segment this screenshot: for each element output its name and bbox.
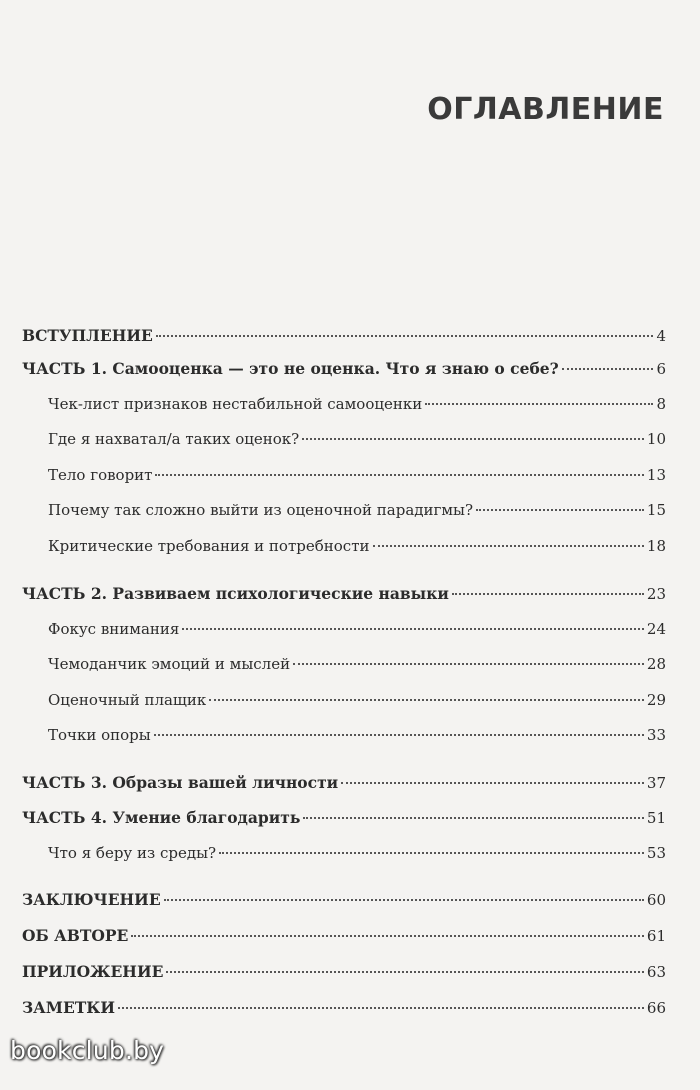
dot-leader xyxy=(209,699,644,701)
toc-entry-page-number: 15 xyxy=(646,501,666,519)
toc-entry xyxy=(22,962,666,982)
toc-entry xyxy=(48,465,666,485)
toc-entry xyxy=(48,690,666,710)
toc-entry-page-number: 28 xyxy=(646,655,666,673)
toc-entry-label: ОБ АВТОРЕ xyxy=(22,926,129,945)
dot-leader xyxy=(156,335,654,337)
toc-entry-label: ПРИЛОЖЕНИЕ xyxy=(22,962,164,981)
toc-entry-page-number: 23 xyxy=(646,585,666,603)
dot-leader xyxy=(164,899,644,901)
dot-leader xyxy=(452,593,644,595)
toc-entry-page-number: 60 xyxy=(646,891,666,909)
toc-entry-label: Чемоданчик эмоций и мыслей xyxy=(48,655,291,673)
toc-entry xyxy=(48,619,666,639)
toc-entry-page-number: 8 xyxy=(656,395,666,413)
dot-leader xyxy=(303,817,644,819)
toc-entry-label: ЧАСТЬ 1. Самооценка — это не оценка. Что я знаю о себе? xyxy=(22,359,559,378)
toc-entry-page-number: 33 xyxy=(646,726,666,744)
toc-entry xyxy=(48,394,666,414)
toc-entry-label: ЗАКЛЮЧЕНИЕ xyxy=(22,890,161,909)
toc-entry-page-number: 10 xyxy=(646,430,666,448)
dot-leader xyxy=(341,782,644,784)
toc-entry xyxy=(48,500,666,520)
toc-entry-label: Критические требования и потребности xyxy=(48,537,370,555)
toc-entry xyxy=(22,773,666,793)
toc-entry-label: Точки опоры xyxy=(48,726,151,744)
dot-leader xyxy=(562,368,654,370)
toc-entry-label: ЗАМЕТКИ xyxy=(22,998,116,1017)
toc-entry xyxy=(22,998,666,1018)
toc-entry-page-number: 61 xyxy=(646,927,666,945)
dot-leader xyxy=(219,852,644,854)
toc-entry-page-number: 4 xyxy=(656,327,666,345)
dot-leader xyxy=(302,438,644,440)
dot-leader xyxy=(155,474,643,476)
toc-entry-page-number: 63 xyxy=(646,963,666,981)
toc-entry-label: ЧАСТЬ 4. Умение благодарить xyxy=(22,808,301,827)
toc-entry-page-number: 18 xyxy=(646,537,666,555)
toc-entry-label: ВСТУПЛЕНИЕ xyxy=(22,326,153,345)
toc-entry-page-number: 6 xyxy=(656,360,666,378)
toc-entry-label: Фокус внимания xyxy=(48,620,180,638)
dot-leader xyxy=(425,403,653,405)
toc-entry-page-number: 51 xyxy=(646,809,666,827)
page-title: ОГЛАВЛЕНИЕ xyxy=(427,92,664,127)
toc-entry-page-number: 66 xyxy=(646,999,666,1017)
dot-leader xyxy=(166,971,644,973)
toc-entry xyxy=(48,843,666,863)
dot-leader xyxy=(131,935,644,937)
dot-leader xyxy=(118,1007,644,1009)
toc-entry xyxy=(22,926,666,946)
toc-entry xyxy=(48,654,666,674)
toc-entry-label: Тело говорит xyxy=(48,466,153,484)
watermark: bookclub.by xyxy=(10,1036,165,1065)
toc-entry xyxy=(48,429,666,449)
toc-entry-page-number: 37 xyxy=(646,774,666,792)
dot-leader xyxy=(476,509,644,511)
toc-entry-label: Где я нахватал/а таких оценок? xyxy=(48,430,300,448)
toc-entry-page-number: 29 xyxy=(646,691,666,709)
toc-entry-label: ЧАСТЬ 3. Образы вашей личности xyxy=(22,773,339,792)
toc-entry xyxy=(48,536,666,556)
toc-entry-page-number: 13 xyxy=(646,466,666,484)
dot-leader xyxy=(154,734,644,736)
toc-entry xyxy=(22,326,666,346)
dot-leader xyxy=(182,628,644,630)
toc-entry-page-number: 24 xyxy=(646,620,666,638)
toc-entry xyxy=(22,890,666,910)
toc-entry xyxy=(22,359,666,379)
toc-entry-label: Чек-лист признаков нестабильной самооценки xyxy=(48,395,423,413)
toc-entry xyxy=(22,808,666,828)
toc-entry-page-number: 53 xyxy=(646,844,666,862)
dot-leader xyxy=(293,663,644,665)
toc-entry-label: Что я беру из среды? xyxy=(48,844,217,862)
toc-entry xyxy=(48,725,666,745)
dot-leader xyxy=(373,545,644,547)
toc-entry-label: ЧАСТЬ 2. Развиваем психологические навыки xyxy=(22,584,449,603)
toc-entry xyxy=(22,584,666,604)
table-of-contents xyxy=(0,310,700,1030)
toc-entry-label: Оценочный плащик xyxy=(48,691,207,709)
toc-entry-label: Почему так сложно выйти из оценочной парадигмы? xyxy=(48,501,474,519)
